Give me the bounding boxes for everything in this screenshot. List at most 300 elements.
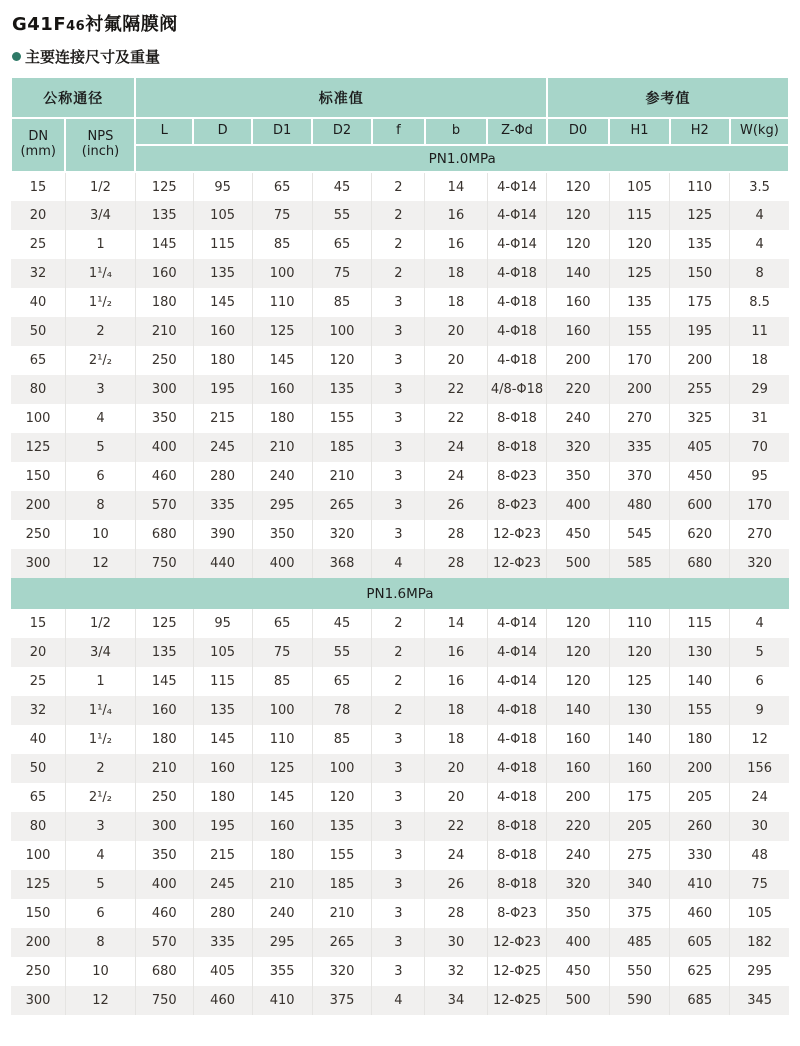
table-cell: 2 — [372, 172, 425, 201]
table-cell: 120 — [547, 172, 609, 201]
table-cell: 350 — [135, 404, 193, 433]
col-header-dn-line1: DN — [28, 129, 49, 145]
table-cell: 16 — [425, 230, 487, 259]
table-cell: 8 — [65, 928, 135, 957]
table-cell: 80 — [11, 812, 65, 841]
table-row — [11, 899, 789, 928]
table-cell: 300 — [11, 549, 65, 578]
table-cell: 3/4 — [65, 201, 135, 230]
table-cell: 4-Φ14 — [487, 638, 547, 667]
table-cell: 65 — [312, 230, 372, 259]
table-cell: 125 — [670, 201, 730, 230]
table-cell: 685 — [670, 986, 730, 1015]
table-cell: 5 — [730, 638, 789, 667]
table-cell: 460 — [670, 899, 730, 928]
table-cell: 160 — [193, 754, 252, 783]
table-cell: 29 — [730, 375, 789, 404]
table-cell: 45 — [312, 609, 372, 638]
table-cell: 440 — [193, 549, 252, 578]
table-cell: 8-Φ23 — [487, 899, 547, 928]
table-row — [11, 317, 789, 346]
table-cell: 345 — [730, 986, 789, 1015]
table-cell: 28 — [425, 520, 487, 549]
table-cell: 120 — [312, 346, 372, 375]
table-cell: 75 — [730, 870, 789, 899]
table-cell: 100 — [252, 259, 312, 288]
table-cell: 350 — [252, 520, 312, 549]
table-cell: 750 — [135, 986, 193, 1015]
table-cell: 220 — [547, 375, 609, 404]
table-cell: 3 — [372, 317, 425, 346]
table-cell: 140 — [670, 667, 730, 696]
table-row — [11, 549, 789, 578]
table-cell: 40 — [11, 725, 65, 754]
table-row — [11, 667, 789, 696]
table-cell: 8-Φ18 — [487, 841, 547, 870]
table-cell: 200 — [670, 346, 730, 375]
table-cell: 34 — [425, 986, 487, 1015]
table-row — [11, 609, 789, 638]
table-cell: 105 — [609, 172, 670, 201]
table-cell: 3 — [372, 754, 425, 783]
table-cell: 4-Φ18 — [487, 696, 547, 725]
table-cell: 12-Φ23 — [487, 928, 547, 957]
table-cell: 32 — [425, 957, 487, 986]
table-cell: 2 — [65, 317, 135, 346]
table-cell: 85 — [312, 725, 372, 754]
table-cell: 3 — [372, 462, 425, 491]
table-cell: 110 — [609, 609, 670, 638]
table-row — [11, 288, 789, 317]
table-cell: 105 — [193, 638, 252, 667]
table-cell: 170 — [609, 346, 670, 375]
table-cell: 255 — [670, 375, 730, 404]
table-cell: 400 — [135, 870, 193, 899]
table-cell: 16 — [425, 667, 487, 696]
table-cell: 300 — [135, 375, 193, 404]
col-header-d: D — [193, 118, 252, 145]
table-cell: 3 — [372, 433, 425, 462]
table-cell: 3 — [372, 288, 425, 317]
table-cell: 125 — [252, 754, 312, 783]
table-cell: 65 — [11, 783, 65, 812]
table-cell: 2 — [372, 259, 425, 288]
table-cell: 9 — [730, 696, 789, 725]
table-row — [11, 346, 789, 375]
table-cell: 160 — [547, 725, 609, 754]
table-cell: 375 — [609, 899, 670, 928]
table-cell: 12-Φ23 — [487, 549, 547, 578]
table-cell: 120 — [547, 667, 609, 696]
table-cell: 3 — [372, 957, 425, 986]
table-cell: 8 — [730, 259, 789, 288]
table-cell: 185 — [312, 870, 372, 899]
table-cell: 240 — [252, 462, 312, 491]
table-cell: 6 — [65, 462, 135, 491]
table-cell: 585 — [609, 549, 670, 578]
table-cell: 15 — [11, 609, 65, 638]
table-cell: 250 — [135, 346, 193, 375]
table-cell: 340 — [609, 870, 670, 899]
table-body-pn10 — [11, 172, 789, 578]
table-cell: 125 — [609, 667, 670, 696]
table-cell: 460 — [135, 462, 193, 491]
table-cell: 2 — [372, 667, 425, 696]
table-cell: 8-Φ18 — [487, 812, 547, 841]
col-header-d0: D0 — [547, 118, 609, 145]
table-cell: 8-Φ23 — [487, 462, 547, 491]
table-cell: 120 — [609, 230, 670, 259]
table-cell: 65 — [252, 609, 312, 638]
table-row — [11, 404, 789, 433]
table-cell: 320 — [312, 957, 372, 986]
table-cell: 750 — [135, 549, 193, 578]
table-cell: 3 — [372, 841, 425, 870]
table-row — [11, 433, 789, 462]
table-cell: 155 — [312, 841, 372, 870]
table-cell: 145 — [193, 288, 252, 317]
table-body-pn16 — [11, 609, 789, 1015]
table-cell: 12-Φ23 — [487, 520, 547, 549]
table-cell: 4 — [730, 609, 789, 638]
dimensions-table — [10, 76, 790, 1015]
table-cell: 20 — [425, 783, 487, 812]
table-cell: 2 — [372, 638, 425, 667]
col-header-nps-line1: NPS — [87, 129, 114, 145]
table-cell: 1¹/₄ — [65, 696, 135, 725]
table-cell: 18 — [425, 696, 487, 725]
table-cell: 120 — [547, 201, 609, 230]
table-cell: 125 — [11, 433, 65, 462]
table-cell: 20 — [425, 754, 487, 783]
table-cell: 12 — [65, 986, 135, 1015]
table-cell: 265 — [312, 491, 372, 520]
table-cell: 20 — [425, 346, 487, 375]
table-cell: 325 — [670, 404, 730, 433]
table-cell: 400 — [547, 928, 609, 957]
table-cell: 100 — [252, 696, 312, 725]
table-cell: 485 — [609, 928, 670, 957]
table-cell: 160 — [547, 317, 609, 346]
table-cell: 6 — [65, 899, 135, 928]
table-cell: 250 — [11, 520, 65, 549]
table-cell: 4-Φ18 — [487, 317, 547, 346]
table-cell: 50 — [11, 317, 65, 346]
table-cell: 390 — [193, 520, 252, 549]
table-cell: 160 — [252, 375, 312, 404]
table-cell: 210 — [252, 870, 312, 899]
table-cell: 4-Φ18 — [487, 725, 547, 754]
table-cell: 200 — [11, 928, 65, 957]
table-cell: 135 — [135, 201, 193, 230]
table-cell: 85 — [252, 667, 312, 696]
col-header-l: L — [135, 118, 193, 145]
table-cell: 1/2 — [65, 172, 135, 201]
col-header-nps — [65, 118, 135, 172]
table-cell: 8.5 — [730, 288, 789, 317]
table-cell: 275 — [609, 841, 670, 870]
table-cell: 500 — [547, 549, 609, 578]
table-cell: 180 — [193, 783, 252, 812]
section-subtitle-label: 主要连接尺寸及重量 — [25, 48, 161, 66]
pn16-band-row — [11, 578, 789, 609]
table-cell: 400 — [252, 549, 312, 578]
table-cell: 3 — [372, 870, 425, 899]
table-cell: 18 — [425, 725, 487, 754]
table-cell: 135 — [312, 812, 372, 841]
table-cell: 330 — [670, 841, 730, 870]
table-row — [11, 259, 789, 288]
table-cell: 400 — [547, 491, 609, 520]
col-header-f: f — [372, 118, 425, 145]
table-cell: 1¹/₂ — [65, 725, 135, 754]
table-cell: 405 — [193, 957, 252, 986]
table-cell: 150 — [670, 259, 730, 288]
table-cell: 295 — [252, 928, 312, 957]
table-cell: 140 — [547, 259, 609, 288]
table-cell: 135 — [135, 638, 193, 667]
table-cell: 2 — [372, 201, 425, 230]
table-cell: 160 — [193, 317, 252, 346]
table-cell: 145 — [135, 230, 193, 259]
table-cell: 16 — [425, 638, 487, 667]
table-cell: 245 — [193, 433, 252, 462]
table-cell: 48 — [730, 841, 789, 870]
pn16-band-label: PN1.6MPa — [11, 578, 789, 609]
table-cell: 620 — [670, 520, 730, 549]
table-cell: 145 — [193, 725, 252, 754]
table-cell: 250 — [11, 957, 65, 986]
table-cell: 180 — [193, 346, 252, 375]
table-cell: 370 — [609, 462, 670, 491]
table-cell: 680 — [135, 957, 193, 986]
table-cell: 120 — [547, 230, 609, 259]
table-cell: 95 — [193, 609, 252, 638]
table-cell: 240 — [547, 404, 609, 433]
table-cell: 85 — [252, 230, 312, 259]
table-cell: 320 — [730, 549, 789, 578]
table-row — [11, 520, 789, 549]
table-cell: 105 — [730, 899, 789, 928]
table-cell: 270 — [730, 520, 789, 549]
table-cell: 4-Φ18 — [487, 288, 547, 317]
table-cell: 120 — [547, 638, 609, 667]
page-title — [12, 10, 790, 36]
table-cell: 100 — [11, 404, 65, 433]
table-cell: 24 — [425, 841, 487, 870]
table-cell: 500 — [547, 986, 609, 1015]
table-cell: 570 — [135, 491, 193, 520]
table-cell: 22 — [425, 812, 487, 841]
table-row — [11, 375, 789, 404]
table-cell: 100 — [312, 317, 372, 346]
table-cell: 4 — [372, 549, 425, 578]
table-cell: 4 — [730, 201, 789, 230]
product-name: 衬氟隔膜阀 — [85, 14, 178, 35]
table-cell: 55 — [312, 201, 372, 230]
table-cell: 95 — [730, 462, 789, 491]
table-cell: 180 — [670, 725, 730, 754]
table-cell: 590 — [609, 986, 670, 1015]
table-cell: 160 — [547, 288, 609, 317]
table-cell: 24 — [425, 433, 487, 462]
table-cell: 75 — [312, 259, 372, 288]
table-cell: 55 — [312, 638, 372, 667]
table-cell: 300 — [11, 986, 65, 1015]
table-cell: 15 — [11, 172, 65, 201]
table-cell: 160 — [135, 259, 193, 288]
col-header-b: b — [425, 118, 487, 145]
model-code-subscript: 46 — [66, 19, 86, 34]
table-cell: 160 — [135, 696, 193, 725]
table-row — [11, 986, 789, 1015]
table-cell: 210 — [312, 899, 372, 928]
table-cell: 2¹/₂ — [65, 783, 135, 812]
table-cell: 460 — [193, 986, 252, 1015]
table-cell: 145 — [135, 667, 193, 696]
table-cell: 175 — [670, 288, 730, 317]
table-cell: 120 — [312, 783, 372, 812]
table-cell: 22 — [425, 404, 487, 433]
table-cell: 31 — [730, 404, 789, 433]
table-cell: 210 — [252, 433, 312, 462]
table-cell: 410 — [670, 870, 730, 899]
table-cell: 4-Φ18 — [487, 783, 547, 812]
table-cell: 150 — [11, 899, 65, 928]
table-cell: 410 — [252, 986, 312, 1015]
table-cell: 245 — [193, 870, 252, 899]
table-cell: 100 — [11, 841, 65, 870]
table-row — [11, 754, 789, 783]
table-cell: 125 — [252, 317, 312, 346]
pn16-band-body — [11, 578, 789, 609]
table-cell: 135 — [193, 696, 252, 725]
table-cell: 24 — [425, 462, 487, 491]
table-cell: 3 — [372, 375, 425, 404]
table-cell: 200 — [547, 346, 609, 375]
model-code: G41F — [12, 14, 67, 35]
table-cell: 175 — [609, 783, 670, 812]
col-header-weight: W(kg) — [730, 118, 789, 145]
table-cell: 80 — [11, 375, 65, 404]
table-row — [11, 725, 789, 754]
table-cell: 335 — [193, 491, 252, 520]
table-cell: 14 — [425, 172, 487, 201]
table-cell: 200 — [547, 783, 609, 812]
table-cell: 4-Φ14 — [487, 667, 547, 696]
table-cell: 195 — [193, 375, 252, 404]
table-cell: 2 — [372, 230, 425, 259]
table-cell: 3 — [65, 375, 135, 404]
table-cell: 30 — [730, 812, 789, 841]
table-cell: 368 — [312, 549, 372, 578]
table-cell: 2 — [372, 696, 425, 725]
table-cell: 182 — [730, 928, 789, 957]
col-header-z-phi-d: Z-Φd — [487, 118, 547, 145]
table-cell: 2¹/₂ — [65, 346, 135, 375]
table-cell: 3.5 — [730, 172, 789, 201]
col-header-nps-line2: (inch) — [81, 144, 120, 159]
table-cell: 3/4 — [65, 638, 135, 667]
table-cell: 3 — [372, 346, 425, 375]
table-cell: 180 — [252, 404, 312, 433]
table-cell: 155 — [609, 317, 670, 346]
table-row — [11, 783, 789, 812]
table-cell: 45 — [312, 172, 372, 201]
table-cell: 180 — [252, 841, 312, 870]
table-cell: 140 — [547, 696, 609, 725]
table-cell: 170 — [730, 491, 789, 520]
table-cell: 200 — [670, 754, 730, 783]
table-cell: 2 — [65, 754, 135, 783]
col-header-d1: D1 — [252, 118, 312, 145]
table-cell: 12 — [65, 549, 135, 578]
table-cell: 24 — [730, 783, 789, 812]
table-column-header-row — [11, 118, 789, 145]
table-cell: 4-Φ18 — [487, 259, 547, 288]
table-row — [11, 870, 789, 899]
col-header-h2: H2 — [670, 118, 730, 145]
table-cell: 450 — [547, 520, 609, 549]
table-cell: 70 — [730, 433, 789, 462]
table-cell: 26 — [425, 870, 487, 899]
table-cell: 4-Φ14 — [487, 230, 547, 259]
table-cell: 115 — [193, 667, 252, 696]
table-cell: 350 — [547, 462, 609, 491]
table-cell: 240 — [547, 841, 609, 870]
table-cell: 20 — [425, 317, 487, 346]
table-cell: 450 — [670, 462, 730, 491]
table-cell: 3 — [372, 520, 425, 549]
table-cell: 355 — [252, 957, 312, 986]
table-cell: 250 — [135, 783, 193, 812]
table-cell: 28 — [425, 549, 487, 578]
col-header-d2: D2 — [312, 118, 372, 145]
table-cell: 605 — [670, 928, 730, 957]
table-cell: 125 — [135, 172, 193, 201]
table-cell: 130 — [670, 638, 730, 667]
table-cell: 180 — [135, 725, 193, 754]
table-cell: 220 — [547, 812, 609, 841]
table-cell: 4-Φ18 — [487, 346, 547, 375]
table-cell: 12-Φ25 — [487, 957, 547, 986]
table-cell: 11 — [730, 317, 789, 346]
table-cell: 265 — [312, 928, 372, 957]
table-cell: 215 — [193, 404, 252, 433]
table-cell: 185 — [312, 433, 372, 462]
table-cell: 12 — [730, 725, 789, 754]
table-cell: 680 — [670, 549, 730, 578]
table-cell: 240 — [252, 899, 312, 928]
table-cell: 22 — [425, 375, 487, 404]
table-cell: 3 — [372, 404, 425, 433]
table-cell: 375 — [312, 986, 372, 1015]
table-cell: 3 — [372, 899, 425, 928]
table-cell: 335 — [609, 433, 670, 462]
group-header-standard-values: 标准值 — [135, 77, 546, 118]
table-row — [11, 841, 789, 870]
table-cell: 135 — [193, 259, 252, 288]
table-cell: 625 — [670, 957, 730, 986]
group-header-nominal-diameter: 公称通径 — [11, 77, 135, 118]
table-cell: 125 — [11, 870, 65, 899]
table-cell: 4 — [372, 986, 425, 1015]
table-cell: 40 — [11, 288, 65, 317]
table-cell: 145 — [252, 783, 312, 812]
group-header-reference-values: 参考值 — [547, 77, 789, 118]
table-cell: 680 — [135, 520, 193, 549]
table-cell: 480 — [609, 491, 670, 520]
